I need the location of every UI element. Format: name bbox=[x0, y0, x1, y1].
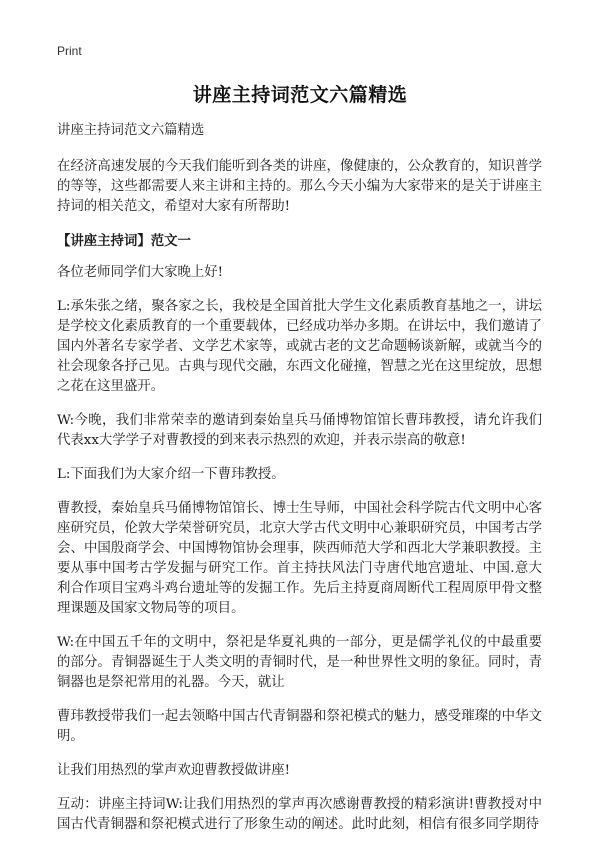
paragraph-introduce-speaker: L:下面我们为大家介绍一下曹玮教授。 bbox=[57, 467, 285, 482]
paragraph-topic: W:在中国五千年的文明中，祭祀是华夏礼典的一部分，更是儒学礼仪的中最重要的部分。青铜器诞生于人类文明的青铜时代，是一种世界性文明的象征。同时，青铜器也是祭祀常用的礼器。今天，就让 bbox=[57, 635, 542, 690]
intro-paragraph: 在经济高速发展的今天我们能听到各类的讲座，像健康的，公众教育的，知识普学的等等，这些都需要人来主讲和主持的。那么今天小编为大家带来的是关于讲座主持词的相关范文，希望对大家有所帮助! bbox=[57, 159, 542, 214]
paragraph-welcome: W:今晚，我们非常荣幸的邀请到秦始皇兵马俑博物馆馆长曹玮教授，请允许我们代表xx大学学子对曹教授的到来表示热烈的欢迎，并表示崇高的敬意! bbox=[57, 413, 542, 448]
paragraph-topic-continued: 曹玮教授带我们一起去领略中国古代青铜器和祭祀模式的魅力，感受璀璨的中华文明。 bbox=[57, 709, 542, 744]
section-heading: 【讲座主持词】范文一 bbox=[57, 233, 191, 249]
document-subtitle: 讲座主持词范文六篇精选 bbox=[57, 123, 205, 138]
paragraph-lecture-intro: L:承朱张之绪，聚各家之长，我校是全国首批大学生文化素质教育基地之一，讲坛是学校文化素质教育的一个重要载体，已经成功举办多期。在讲坛中，我们邀请了国内外著名专家学者、文学艺术家等，或就古老的文艺命题畅谈新解，或就当今的社会现象各抒己见。古典与现代交融，东西文化碰撞，智慧之光在这里绽放，思想之花在这里盛开。 bbox=[57, 299, 542, 394]
document-body bbox=[57, 121, 542, 849]
paragraph-interaction: 互动：讲座主持词W:让我们用热烈的掌声再次感谢曹教授的精彩演讲!曹教授对中国古代青铜器和祭祀模式进行了形象生动的阐述。此时此刻，相信有很多同学期待 bbox=[57, 797, 542, 832]
paragraph-applause: 让我们用热烈的掌声欢迎曹教授做讲座! bbox=[57, 763, 291, 778]
paragraph-speaker-bio: 曹教授，秦始皇兵马俑博物馆馆长、博士生导师，中国社会科学院古代文明中心客座研究员，伦敦大学荣誉研究员，北京大学古代文明中心兼职研究员，中国考古学会、中国殷商学会、中国博物馆协会理事，陕西师范大学和西北大学兼职教授。主要从事中国考古学发掘与研究工作。首主持扶风法门寺唐代地宫遗址、中国.意大利合作项目宝鸡斗鸡台遗址等的发掘工作。先后主持夏商周断代工程周原甲骨文整理课题及国家文物局等的项目。 bbox=[57, 501, 542, 616]
print-link[interactable]: Print bbox=[57, 44, 82, 58]
paragraph-greeting: 各位老师同学们大家晚上好! bbox=[57, 265, 224, 280]
document-title: 讲座主持词范文六篇精选 bbox=[192, 84, 408, 106]
